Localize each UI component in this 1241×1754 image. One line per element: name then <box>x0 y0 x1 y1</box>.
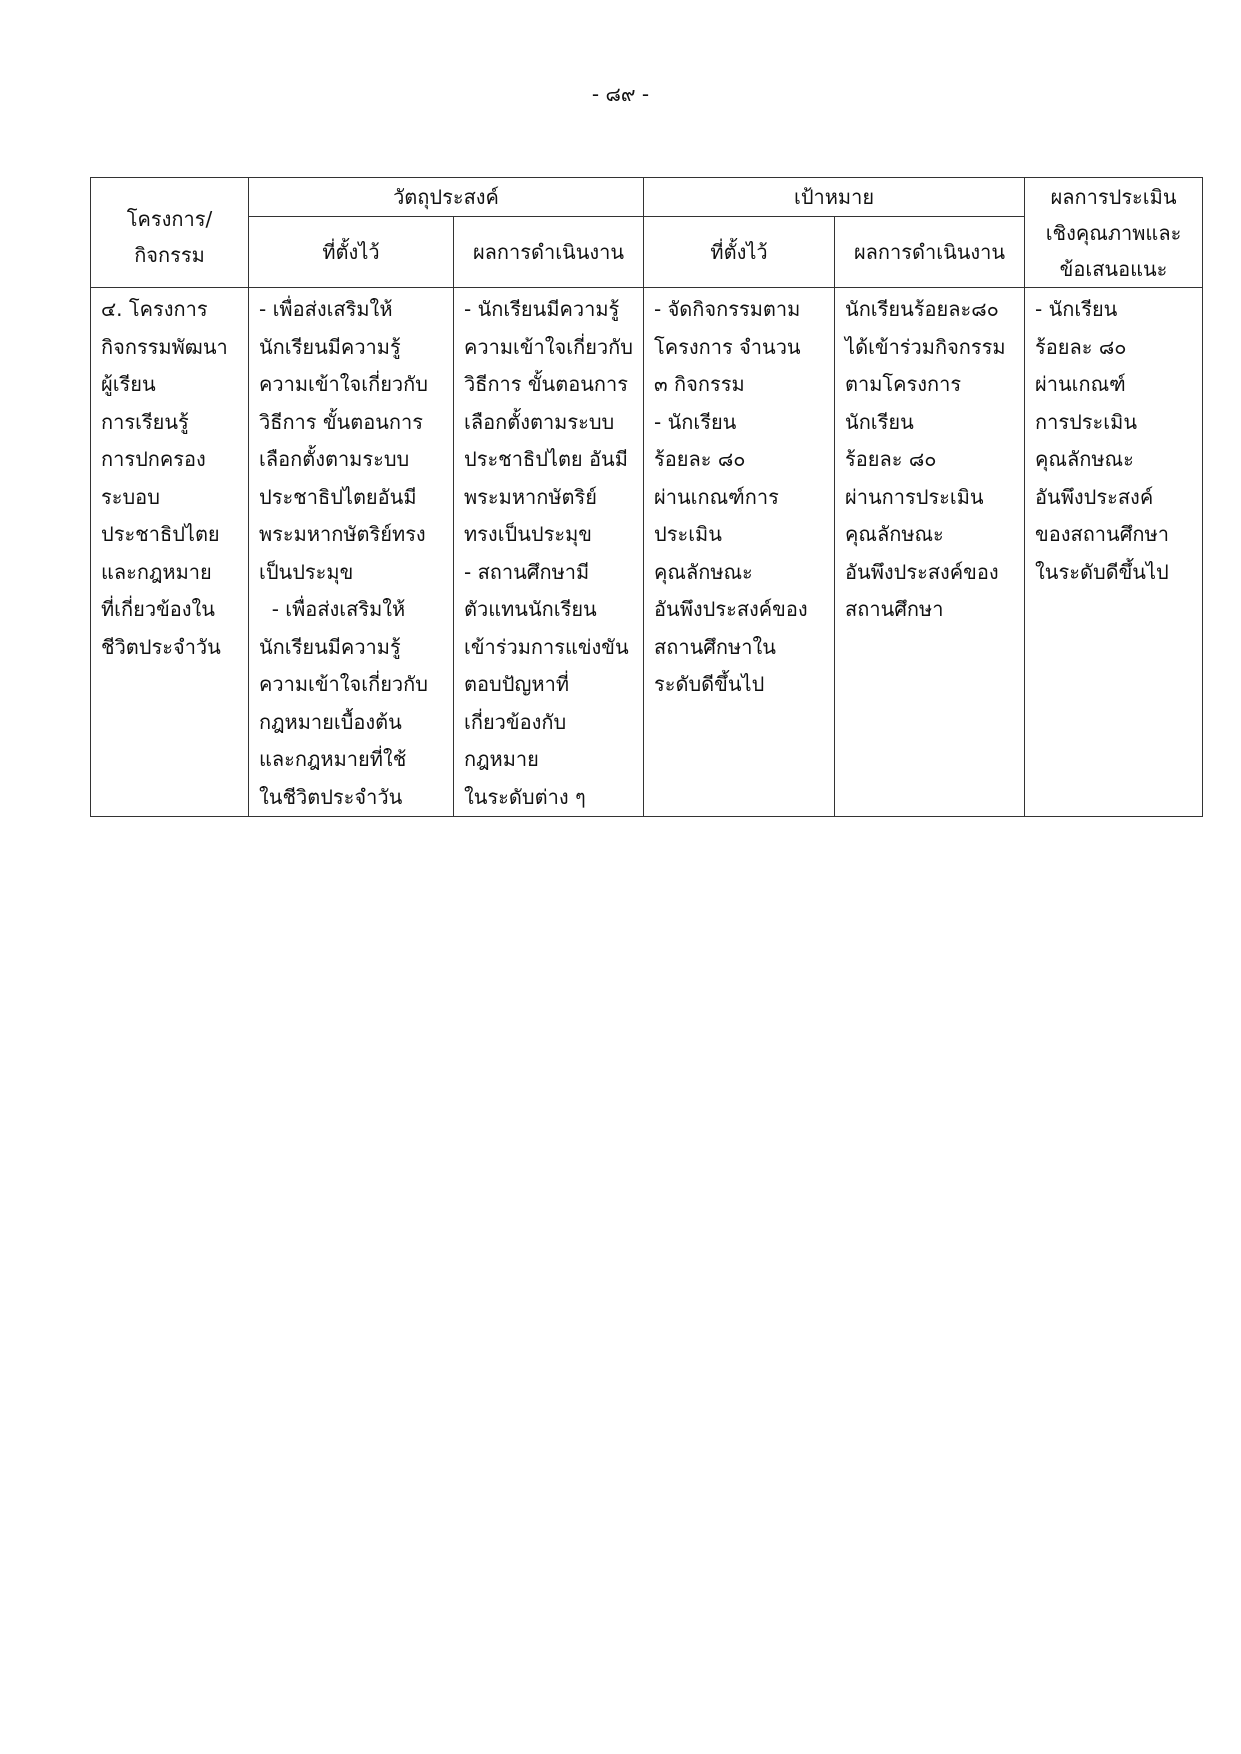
header-project-line: กิจกรรม <box>134 242 205 267</box>
cell-line: ในระดับต่าง ๆ <box>464 784 586 809</box>
cell-line: ร้อยละ ๘๐ <box>1035 334 1127 359</box>
cell-line: เกี่ยวข้องกับ <box>464 709 567 734</box>
header-row-top <box>91 178 1203 217</box>
cell-targets-set <box>644 288 835 817</box>
project-evaluation-table <box>90 177 1203 817</box>
cell-line: ชีวิตประจำวัน <box>101 634 221 659</box>
cell-line: เป็นประมุข <box>259 559 354 584</box>
cell-line: กฎหมายเบื้องต้น <box>259 709 402 734</box>
cell-line: นักเรียนมีความรู้ <box>259 634 401 659</box>
cell-line: สถานศึกษาใน <box>654 634 776 659</box>
cell-line: ในระดับดีขึ้นไป <box>1035 559 1169 584</box>
cell-objectives-result <box>454 288 644 817</box>
cell-line: ความเข้าใจเกี่ยวกับ <box>259 672 428 696</box>
cell-line: การเรียนรู้ <box>101 409 189 434</box>
cell-line: วิธีการ ขั้นตอนการ <box>259 409 423 434</box>
cell-line: ตอบปัญหาที่ <box>464 672 570 696</box>
cell-line: - นักเรียน <box>1035 297 1118 321</box>
header-targets-result: ผลการดำเนินงาน <box>835 217 1025 288</box>
cell-line: ร้อยละ ๘๐ <box>845 447 937 471</box>
cell-line: ความเข้าใจเกี่ยวกับ <box>259 372 428 396</box>
cell-line: - เพื่อส่งเสริมให้ <box>259 297 393 321</box>
cell-line: ประชาธิปไตย อันมี <box>464 447 628 471</box>
cell-line: ทรงเป็นประมุข <box>464 522 592 546</box>
cell-objectives-set <box>249 288 454 817</box>
cell-line: และกฎหมาย <box>101 559 212 584</box>
cell-line: คุณลักษณะ <box>845 522 944 546</box>
cell-line: ประเมิน <box>654 522 722 546</box>
cell-line: พระมหากษัตริย์ <box>464 484 598 509</box>
cell-line: พระมหากษัตริย์ทรง <box>259 522 426 546</box>
cell-line: - นักเรียน <box>654 409 737 434</box>
cell-line: - นักเรียนมีความรู้ <box>464 297 620 321</box>
cell-line: นักเรียนมีความรู้ <box>259 334 401 359</box>
cell-line: - จัดกิจกรรมตาม <box>654 297 801 321</box>
header-project <box>91 178 249 288</box>
header-objectives-set: ที่ตั้งไว้ <box>249 217 454 288</box>
cell-line: อันพึงประสงค์ของ <box>654 597 808 621</box>
cell-line: กฎหมาย <box>464 747 539 771</box>
cell-targets-result <box>835 288 1025 817</box>
cell-project <box>91 288 249 817</box>
cell-line: วิธีการ ขั้นตอนการ <box>464 372 628 396</box>
cell-line: ผ่านเกณฑ์การ <box>654 484 779 509</box>
cell-line: นักเรียน <box>845 409 914 434</box>
cell-line: อันพึงประสงค์ <box>1035 484 1154 509</box>
cell-line: ระดับดีขึ้นไป <box>654 672 765 696</box>
cell-line: ระบอบ <box>101 484 160 509</box>
cell-line: ประชาธิปไตย <box>101 522 220 546</box>
table-row <box>91 288 1203 817</box>
cell-line: ความเข้าใจเกี่ยวกับ <box>464 334 633 359</box>
cell-line: การประเมิน <box>1035 409 1137 434</box>
cell-line: กิจกรรมพัฒนา <box>101 334 228 359</box>
cell-line: สถานศึกษา <box>845 597 944 621</box>
cell-line: ผ่านเกณฑ์ <box>1035 372 1126 396</box>
cell-line: และกฎหมายที่ใช้ <box>259 747 407 771</box>
cell-line: เข้าร่วมการแข่งขัน <box>464 634 629 659</box>
header-objectives: วัตถุประสงค์ <box>249 178 644 217</box>
cell-line: การปกครอง <box>101 447 206 471</box>
cell-line: ตัวแทนนักเรียน <box>464 597 597 621</box>
cell-line: ในชีวิตประจำวัน <box>259 784 403 809</box>
header-project-line: โครงการ/ <box>126 206 213 231</box>
cell-line: เลือกตั้งตามระบบ <box>464 409 615 434</box>
page-number: - ๘๙ - <box>591 82 650 106</box>
cell-line: ที่เกี่ยวข้องใน <box>101 597 215 621</box>
cell-line: ผู้เรียน <box>101 372 156 396</box>
cell-line: คุณลักษณะ <box>654 559 753 584</box>
cell-line: ตามโครงการ <box>845 372 962 396</box>
header-evaluation-line: เชิงคุณภาพและ <box>1045 220 1182 245</box>
cell-line: ร้อยละ ๘๐ <box>654 447 746 471</box>
header-evaluation-line: ข้อเสนอแนะ <box>1059 256 1168 281</box>
cell-line: - สถานศึกษามี <box>464 559 590 584</box>
header-evaluation-line: ผลการประเมิน <box>1050 184 1177 209</box>
cell-line: - เพื่อส่งเสริมให้ <box>259 597 406 621</box>
header-objectives-result: ผลการดำเนินงาน <box>454 217 644 288</box>
cell-line: เลือกตั้งตามระบบ <box>259 447 410 471</box>
header-targets: เป้าหมาย <box>644 178 1025 217</box>
header-evaluation <box>1025 178 1203 288</box>
cell-line: นักเรียนร้อยละ๘๐ <box>845 297 999 321</box>
cell-line: คุณลักษณะ <box>1035 447 1134 471</box>
cell-line: ๓ กิจกรรม <box>654 372 745 396</box>
cell-line: โครงการ จำนวน <box>654 334 801 359</box>
cell-line: ของสถานศึกษา <box>1035 522 1169 546</box>
cell-line: ผ่านการประเมิน <box>845 484 984 509</box>
cell-line: ๔. โครงการ <box>101 297 208 321</box>
cell-line: ได้เข้าร่วมกิจกรรม <box>845 334 1006 359</box>
cell-evaluation <box>1025 288 1203 817</box>
header-targets-set: ที่ตั้งไว้ <box>644 217 835 288</box>
cell-line: ประชาธิปไตยอันมี <box>259 484 417 509</box>
cell-line: อันพึงประสงค์ของ <box>845 559 999 584</box>
